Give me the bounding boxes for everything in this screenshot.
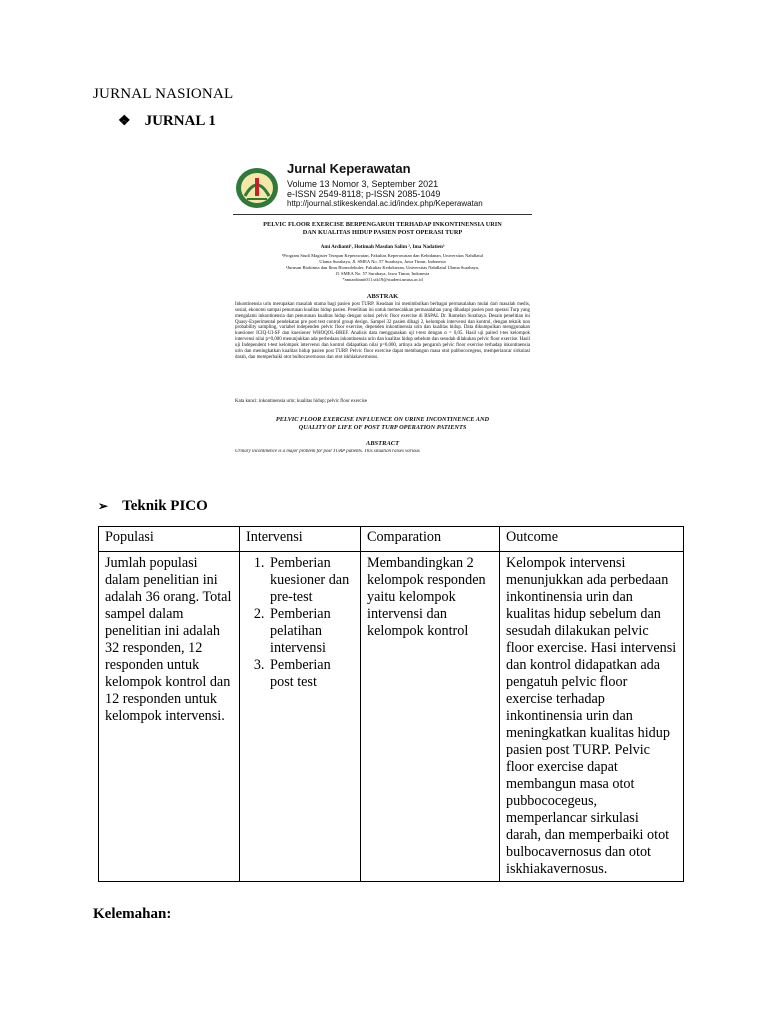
table-header-row bbox=[99, 527, 684, 552]
intervensi-item: 2. Pemberian pelatihan intervensi bbox=[268, 606, 354, 657]
abstract-first-line: Urinary incontinence is a major problem for post TURP patients. This situation raises various bbox=[235, 449, 420, 454]
table-row bbox=[99, 552, 684, 882]
journal-issn: e-ISSN 2549-8118; p-ISSN 2085-1049 bbox=[287, 189, 441, 199]
document-heading: JURNAL NASIONAL bbox=[93, 86, 234, 102]
abstrak-heading: ABSTRAK bbox=[366, 293, 399, 300]
keywords: Kata kunci: inkontinensia urin; kualitas hidup; pelvic floor exercise bbox=[235, 399, 368, 404]
abstract-heading: ABSTRACT bbox=[365, 440, 400, 447]
cell-intervensi bbox=[240, 552, 361, 882]
header-outcome: Outcome bbox=[500, 527, 684, 552]
jurnal-1-text: JURNAL 1 bbox=[144, 113, 216, 129]
journal-name: Jurnal Keperawatan bbox=[287, 161, 411, 176]
journal-page-image bbox=[231, 152, 534, 486]
article-title-line-2: DAN KUALITAS HIDUP PASIEN POST OPERASI TURP bbox=[302, 229, 463, 236]
affiliation-line-3: ²Jurusan Biokimia dan Ilmu Biomolekuler, Fakultas Kedokteran, Universitas Nahdlatul Ulama Surabaya, bbox=[285, 265, 480, 270]
affiliation-line-4: Jl. SMEA No. 57 Surabaya, Jawa Timur, Indonesia bbox=[335, 271, 430, 276]
journal-header-rule bbox=[233, 214, 532, 215]
article-title-line-1: PELVIC FLOOR EXERCISE BERPENGARUH TERHADAP INKONTINENSIA URIN bbox=[263, 221, 502, 228]
arrow-bullet-icon: ➢ bbox=[98, 499, 109, 513]
intervensi-item: 3. Pemberian post test bbox=[268, 657, 354, 691]
journal-logo-icon bbox=[235, 166, 279, 210]
header-comparation: Comparation bbox=[361, 527, 500, 552]
pico-table bbox=[98, 526, 684, 882]
english-title-line-2: QUALITY OF LIFE OF POST TURP OPERATION PATIENTS bbox=[298, 424, 467, 431]
abstrak-paragraph: Inkontinensia urin merupakan masalah utama bagi pasien post TURP. Keadaan ini menimbulkan berbagai permasalahan mulai dari masalah medis, sosial, ekonomi sampai penurunan kualitas hidup pasien. Penelitian ini untuk memecahkan permasalahan yang dihadapi pasien post operasi Turp yang mengalami inkontinensia dan penurunan kualitas hidup dengan solusi pelvic floor exercise di RSPAL Dr. Ramelan Surabaya. Desain penelitian ini Quasy-Experimental pendekatan pre post test control group design. Sampel 32 pasien dibagi 2, kelompok intervensi dan kontrol, dengan teknik non probability sampling, variabel independen pelvic floor exercise, dependen inkontinensia urin dan kualitas hidup. Data dikumpulkan menggunakan kuesioner ICIQ-UI-SF dan kuesioner WHOQOL-BREF. Analisis data menggunakan uji t-test dengan α = 0,05. Hasil uji paired t-tes kelompok intervensi nilai p=0,000 menunjukkan ada perbedaan inkontinensia urin dan kualitas hidup sebelum dan sesudah dilakukan pelvic floor exercise. Hasil uji Independent t-test kelompok intervensi dan kontrol didapatkan nilai p=0,000, artinya ada pengaruh pelvic floor exercise terhadap inkontinensia urin dan meningkatkan kualitas hidup pasien post TURP. Pelvic floor exercise dapat membangun masa otot pubbococegeus, memperlancar sirkulasi darah, dan memperbaiki otot bulbocavernosus dan otot iskhiakavernosus. bbox=[235, 302, 530, 360]
journal-volume: Volume 13 Nomor 3, September 2021 bbox=[287, 179, 439, 189]
journal-url: http://journal.stikeskendal.ac.id/index.php/Keperawatan bbox=[287, 199, 483, 208]
cell-outcome: Kelompok intervensi menunjukkan ada perbedaan inkontinensia urin dan kualitas hidup sebelum dan sesudah dilakukan pelvic floor exercise. Hasi intervensi dan kontrol didapatkan ada pengatuh pelvic floor exercise terhadap inkontinensia urin dan meningkatkan kualitas hidup pasien post TURP. Pelvic floor exercise dapat membangun masa otot pubbococegeus, memperlancar sirkulasi darah, dan memperbaiki otot bulbocavernosus dan otot iskhiakavernosus. bbox=[500, 552, 684, 882]
intervensi-item: 1. Pemberian kuesioner dan pre-test bbox=[268, 555, 354, 606]
affiliation-line-2: Ulama Surabaya, Jl. SMEA No. 57 Surabaya, Jawa Timur, Indonesia bbox=[319, 259, 446, 264]
cell-populasi: Jumlah populasi dalam penelitian ini adalah 36 orang. Total sampel dalam penelitian ini adalah 32 responden, 12 responden untuk kelompok kontrol dan 12 responden untuk kelompok intervensi. bbox=[99, 552, 240, 882]
intervensi-list bbox=[246, 555, 354, 691]
jurnal-1-label bbox=[118, 113, 216, 130]
pico-label-text: Teknik PICO bbox=[122, 498, 208, 514]
header-intervensi: Intervensi bbox=[240, 527, 361, 552]
diamond-bullet-icon: ❖ bbox=[118, 114, 131, 129]
kelemahan-label: Kelemahan: bbox=[93, 906, 172, 922]
pico-label bbox=[98, 498, 208, 515]
cell-comparation: Membandingkan 2 kelompok responden yaitu kelompok intervensi dan kelompok kontrol bbox=[361, 552, 500, 882]
affiliation-line-1: ¹Program Studi Magister Terapan Keperawatan, Fakultas Keperawatan dan Kebidanan, Universitas Nahdlatul bbox=[281, 253, 484, 258]
english-title-line-1: PELVIC FLOOR EXERCISE INFLUENCE ON URINE INCONTINENCE AND bbox=[275, 416, 490, 423]
article-authors: Ami Ardianti¹, Hotimah Masdan Salim ², Ima Nadatien³ bbox=[320, 244, 445, 250]
header-populasi: Populasi bbox=[99, 527, 240, 552]
author-email: *amiardianti011.stk19@student.unusa.ac.id bbox=[342, 277, 423, 282]
